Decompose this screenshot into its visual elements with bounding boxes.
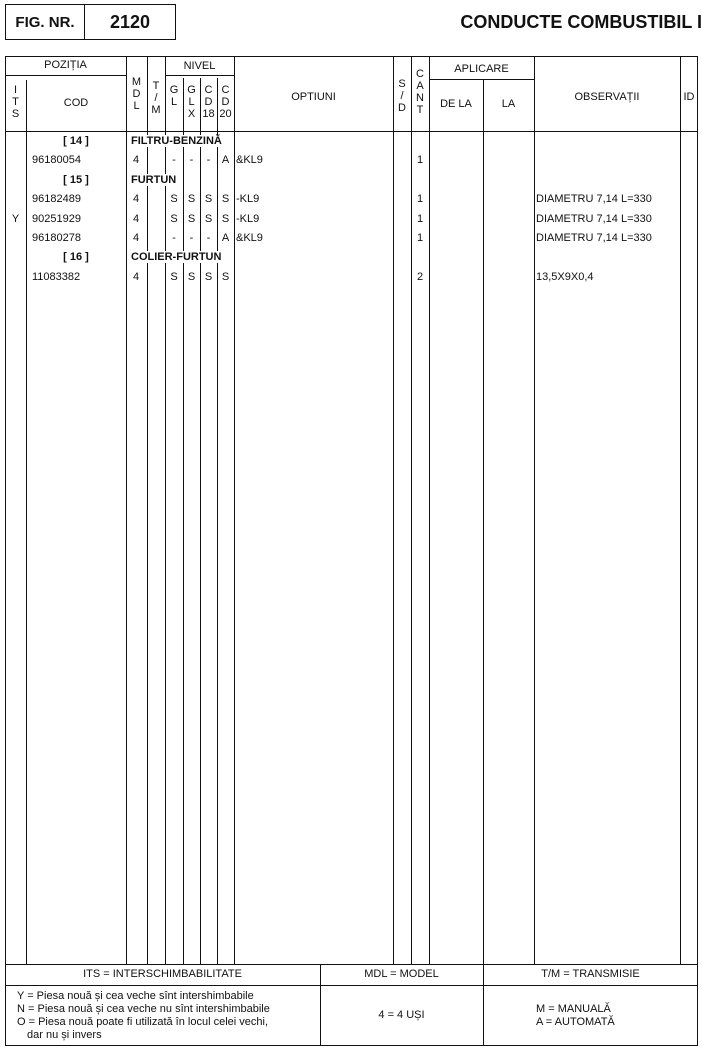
cell-cant: 2 <box>416 270 424 283</box>
glx-header <box>183 84 200 120</box>
la-header: LA <box>501 98 516 110</box>
its-legend-line: Y = Piesa nouă și cea veche sînt intershimbabile <box>17 990 254 1002</box>
nivel-header: NIVEL <box>183 60 216 72</box>
its-letter: T <box>12 96 19 108</box>
tm-legend-list <box>536 1003 615 1029</box>
mdl-legend-value: 4 = 4 UȘI <box>378 1009 425 1021</box>
cell-cod: 11083382 <box>32 270 81 283</box>
cell-gl: S <box>170 193 178 206</box>
cell-obs: DIAMETRU 7,14 L=330 <box>536 212 652 225</box>
glx-letter: X <box>187 108 196 120</box>
cell-cant: 1 <box>416 212 424 225</box>
cell-cod: 96180054 <box>32 154 81 167</box>
cell-cd18: S <box>204 193 213 206</box>
its-letter: S <box>11 108 20 120</box>
cod-header: COD <box>63 97 89 109</box>
cant-letter: C <box>416 68 424 80</box>
mdl-letter: M <box>131 76 142 88</box>
group-position: [ 15 ] <box>63 173 89 186</box>
sd-letter: S <box>398 78 406 90</box>
cell-gl: S <box>170 212 178 225</box>
optiuni-header: OPTIUNI <box>291 91 336 103</box>
cell-mdl: 4 <box>133 193 140 206</box>
cd18-letter: C <box>204 84 213 96</box>
its-legend-line: dar nu și invers <box>27 1029 102 1041</box>
mdl-letter: D <box>132 88 141 100</box>
pozitia-header: POZIȚIA <box>44 59 87 71</box>
tm-header <box>147 80 165 116</box>
cd18-letter: 18 <box>202 108 215 120</box>
cell-cod: 96182489 <box>32 193 81 206</box>
its-legend-line: O = Piesa nouă poate fi utilizată în locul celei vechi, <box>17 1016 269 1028</box>
group-position: [ 16 ] <box>63 251 89 264</box>
cd18-letter: D <box>204 96 213 108</box>
cd20-header <box>217 84 234 120</box>
cell-cd18: S <box>204 212 213 225</box>
cell-opt: &KL9 <box>236 154 263 167</box>
cell-cd20: S <box>221 193 230 206</box>
cell-cd20: S <box>221 212 230 225</box>
tm-legend-title: T/M = TRANSMISIE <box>541 968 640 980</box>
cell-cd18: - <box>206 154 211 167</box>
mdl-letter: L <box>133 100 140 112</box>
observatii-header: OBSERVAȚII <box>574 91 640 103</box>
page-title: CONDUCTE COMBUSTIBIL I <box>460 12 702 32</box>
cant-letter: T <box>416 104 424 116</box>
tm-letter: M <box>151 104 161 116</box>
cd20-letter: C <box>221 84 230 96</box>
fig-number: 2120 <box>84 4 176 40</box>
cell-cd20: S <box>221 270 230 283</box>
glx-letter: L <box>188 96 195 108</box>
dela-header: DE LA <box>440 98 472 110</box>
cell-cd18: - <box>206 232 211 244</box>
cell-cant: 1 <box>416 232 424 244</box>
group-name: FURTUN <box>131 173 177 186</box>
cell-gl: S <box>170 270 178 283</box>
its-header <box>5 84 26 120</box>
cell-glx: - <box>189 154 194 167</box>
cell-cd18: S <box>204 270 213 283</box>
gl-letter: G <box>169 84 179 96</box>
its-letter: I <box>13 84 18 96</box>
cell-cant: 1 <box>416 193 424 206</box>
cell-gl: - <box>172 232 176 244</box>
id-header: ID <box>683 91 695 103</box>
cell-mdl: 4 <box>133 212 140 225</box>
cell-obs: DIAMETRU 7,14 L=330 <box>536 193 652 206</box>
its-legend-title: ITS = INTERSCHIMBABILITATE <box>83 968 242 980</box>
tm-letter: T <box>152 80 160 92</box>
cell-cd20: A <box>221 154 230 167</box>
sd-header <box>393 78 411 114</box>
glx-letter: G <box>187 84 196 96</box>
cell-cant: 1 <box>416 154 424 167</box>
cd20-letter: 20 <box>219 108 232 120</box>
aplicare-header: APLICARE <box>454 63 509 75</box>
group-position: [ 14 ] <box>63 135 89 147</box>
cell-cod: 96180278 <box>32 232 81 244</box>
mdl-legend-title: MDL = MODEL <box>364 968 439 980</box>
cant-letter: A <box>416 80 424 92</box>
cell-glx: S <box>187 193 196 206</box>
cell-its: Y <box>11 212 20 225</box>
sd-letter: / <box>400 90 404 102</box>
cell-opt: -KL9 <box>236 193 260 206</box>
cell-glx: S <box>187 212 196 225</box>
mdl-header <box>126 76 147 112</box>
cant-header <box>411 68 429 116</box>
cd18-header <box>200 84 217 120</box>
its-legend-line: N = Piesa nouă și cea veche nu sînt intershimbabile <box>17 1003 270 1015</box>
cell-opt: &KL9 <box>236 232 263 244</box>
tm-legend-line: M = MANUALĂ <box>536 1003 611 1015</box>
cell-obs: DIAMETRU 7,14 L=330 <box>536 232 652 244</box>
cd20-letter: D <box>221 96 230 108</box>
tm-legend-line: A = AUTOMATĂ <box>536 1016 615 1028</box>
cell-gl: - <box>172 154 176 167</box>
group-name: FILTRU-BENZINĂ <box>131 135 222 147</box>
cell-opt: -KL9 <box>236 212 260 225</box>
cant-letter: N <box>416 92 424 104</box>
cell-mdl: 4 <box>133 154 140 167</box>
cell-mdl: 4 <box>133 270 140 283</box>
cell-cd20: A <box>221 232 230 244</box>
group-name: COLIER-FURTUN <box>131 251 222 264</box>
cell-obs: 13,5X9X0,4 <box>536 270 594 283</box>
gl-header <box>165 84 183 108</box>
sd-letter: D <box>398 102 406 114</box>
cell-glx: S <box>187 270 196 283</box>
cell-mdl: 4 <box>133 232 140 244</box>
tm-letter: / <box>154 92 158 104</box>
fig-label: FIG. NR. <box>5 4 85 40</box>
gl-letter: L <box>170 96 178 108</box>
cell-glx: - <box>189 232 194 244</box>
cell-cod: 90251929 <box>32 212 81 225</box>
its-legend-list <box>17 990 270 1042</box>
